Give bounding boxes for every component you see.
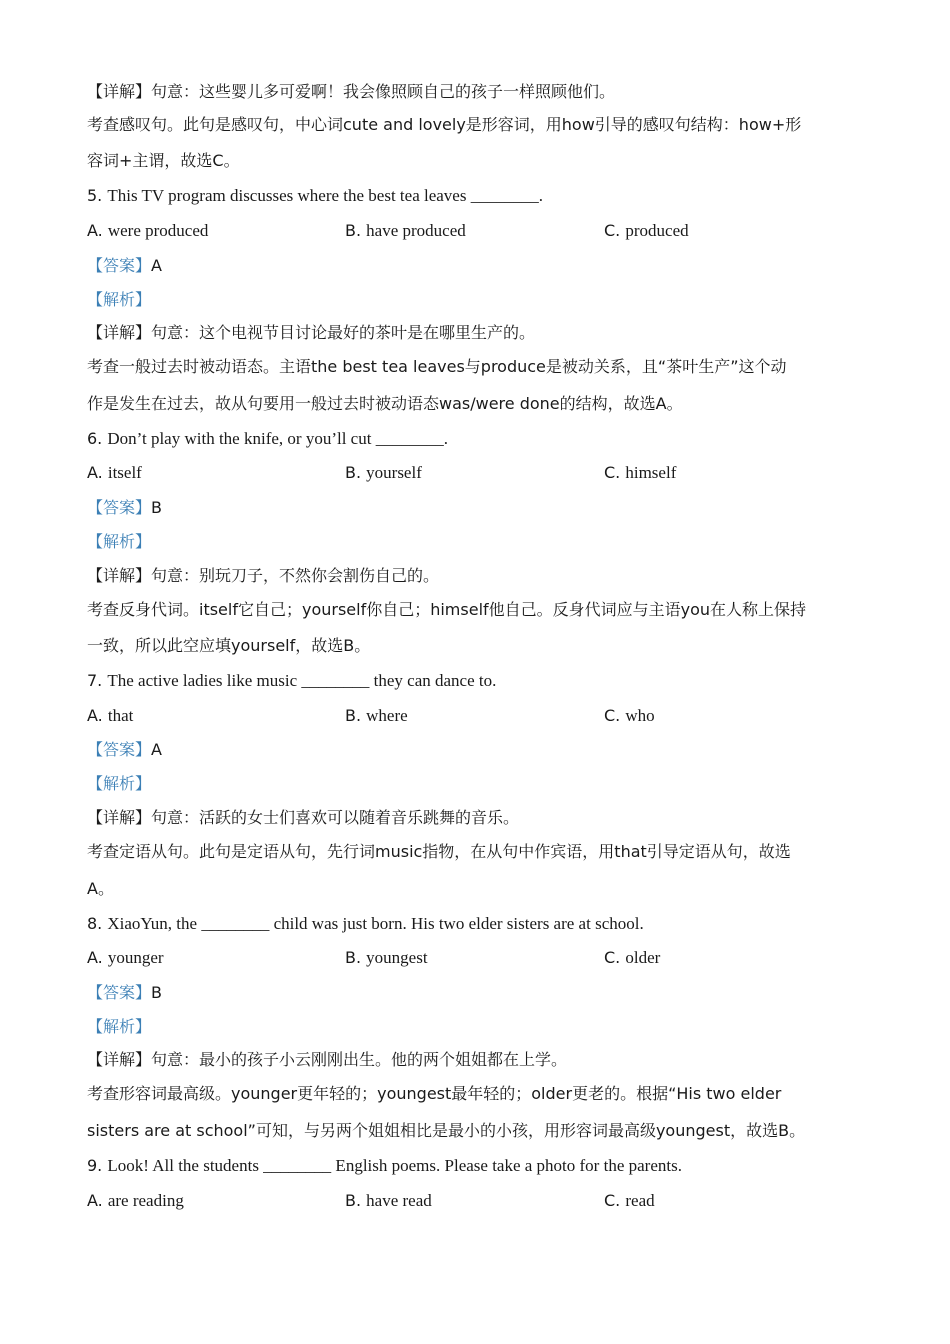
q7-stem-text: The active ladies like music ________ they can dance to. — [107, 671, 497, 690]
q5-number: 5. — [87, 186, 103, 205]
q6-detail: 【详解】句意：别玩刀子，不然你会割伤自己的。 — [87, 566, 440, 585]
q6-explain-line-2: 一致，所以此空应填yourself，故选B。 — [87, 636, 371, 655]
q8-detail: 【详解】句意：最小的孩子小云刚刚出生。他的两个姐姐都在上学。 — [87, 1050, 568, 1069]
q7-option-c: C. who — [604, 706, 655, 725]
q7-stem — [87, 671, 862, 691]
q6-answer: 【答案】B — [87, 498, 162, 517]
q7-answer: 【答案】A — [87, 740, 162, 759]
q7-option-a: A. that — [87, 706, 134, 725]
q9-option-c: C. read — [604, 1191, 655, 1210]
q5-stem-text: This TV program discusses where the best tea leaves ________. — [107, 186, 543, 205]
q5-explain-line-1: 考查一般过去时被动语态。主语the best tea leaves与produce是被动关系，且“茶叶生产”这个动 — [87, 357, 787, 376]
q5-option-a: A. were produced — [87, 221, 209, 240]
q8-stem — [87, 914, 862, 934]
q8-number: 8. — [87, 914, 103, 933]
q6-stem — [87, 429, 862, 449]
q9-option-b: B. have read — [345, 1191, 432, 1210]
q7-explain-line-2: A。 — [87, 879, 114, 898]
q7-detail: 【详解】句意：活跃的女士们喜欢可以随着音乐跳舞的音乐。 — [87, 808, 520, 827]
q7-analysis-tag: 【解析】 — [87, 774, 152, 793]
q5-analysis-tag: 【解析】 — [87, 290, 152, 309]
q6-analysis-tag: 【解析】 — [87, 532, 152, 551]
q6-option-b: B. yourself — [345, 463, 422, 482]
q6-option-c: C. himself — [604, 463, 677, 482]
q6-explain-line-1: 考查反身代词。itself它自己；yourself你自己；himself他自己。反身代词应与主语you在人称上保持 — [87, 600, 807, 619]
q4-detail-text: 句意：这些婴儿多可爱啊！我会像照顾自己的孩子一样照顾他们。 — [151, 82, 616, 101]
q7-explain-line-1: 考查定语从句。此句是定语从句，先行词music指物，在从句中作宾语，用that引导定语从句，故选 — [87, 842, 791, 861]
q9-stem — [87, 1156, 862, 1176]
q6-stem-text: Don’t play with the knife, or you’ll cut ________. — [107, 429, 448, 448]
q8-option-a: A. younger — [87, 948, 164, 967]
detail-tag: 【详解】 — [87, 82, 152, 101]
q8-answer: 【答案】B — [87, 983, 162, 1002]
q8-stem-text: XiaoYun, the ________ child was just born. His two elder sisters are at school. — [107, 914, 644, 933]
q9-number: 9. — [87, 1156, 103, 1175]
q5-option-b: B. have produced — [345, 221, 466, 240]
q8-option-b: B. youngest — [345, 948, 428, 967]
q8-explain-line-1: 考查形容词最高级。younger更年轻的；youngest最年轻的；older更老的。根据“His two elder — [87, 1084, 782, 1103]
q9-option-a: A. are reading — [87, 1191, 184, 1210]
q5-detail: 【详解】句意：这个电视节目讨论最好的茶叶是在哪里生产的。 — [87, 323, 536, 342]
q8-option-c: C. older — [604, 948, 661, 967]
q4-detail-line — [87, 82, 862, 102]
q5-explain-line-2: 作是发生在过去，故从句要用一般过去时被动语态was/were done的结构，故选A。 — [87, 394, 683, 413]
q7-option-b: B. where — [345, 706, 408, 725]
q6-number: 6. — [87, 429, 103, 448]
q5-stem — [87, 186, 862, 206]
q7-number: 7. — [87, 671, 103, 690]
q8-analysis-tag: 【解析】 — [87, 1017, 152, 1036]
q8-explain-line-2: sisters are at school”可知，与另两个姐姐相比是最小的小孩，用形容词最高级youngest，故选B。 — [87, 1121, 806, 1140]
q4-explain-line-1: 考查感叹句。此句是感叹句，中心词cute and lovely是形容词，用how引导的感叹句结构：how+形 — [87, 115, 802, 134]
q9-stem-text: Look! All the students ________ English poems. Please take a photo for the parents. — [107, 1156, 682, 1175]
q6-option-a: A. itself — [87, 463, 142, 482]
q5-answer: 【答案】A — [87, 256, 162, 275]
q5-option-c: C. produced — [604, 221, 689, 240]
q4-explain-line-2: 容词+主谓，故选C。 — [87, 151, 240, 170]
